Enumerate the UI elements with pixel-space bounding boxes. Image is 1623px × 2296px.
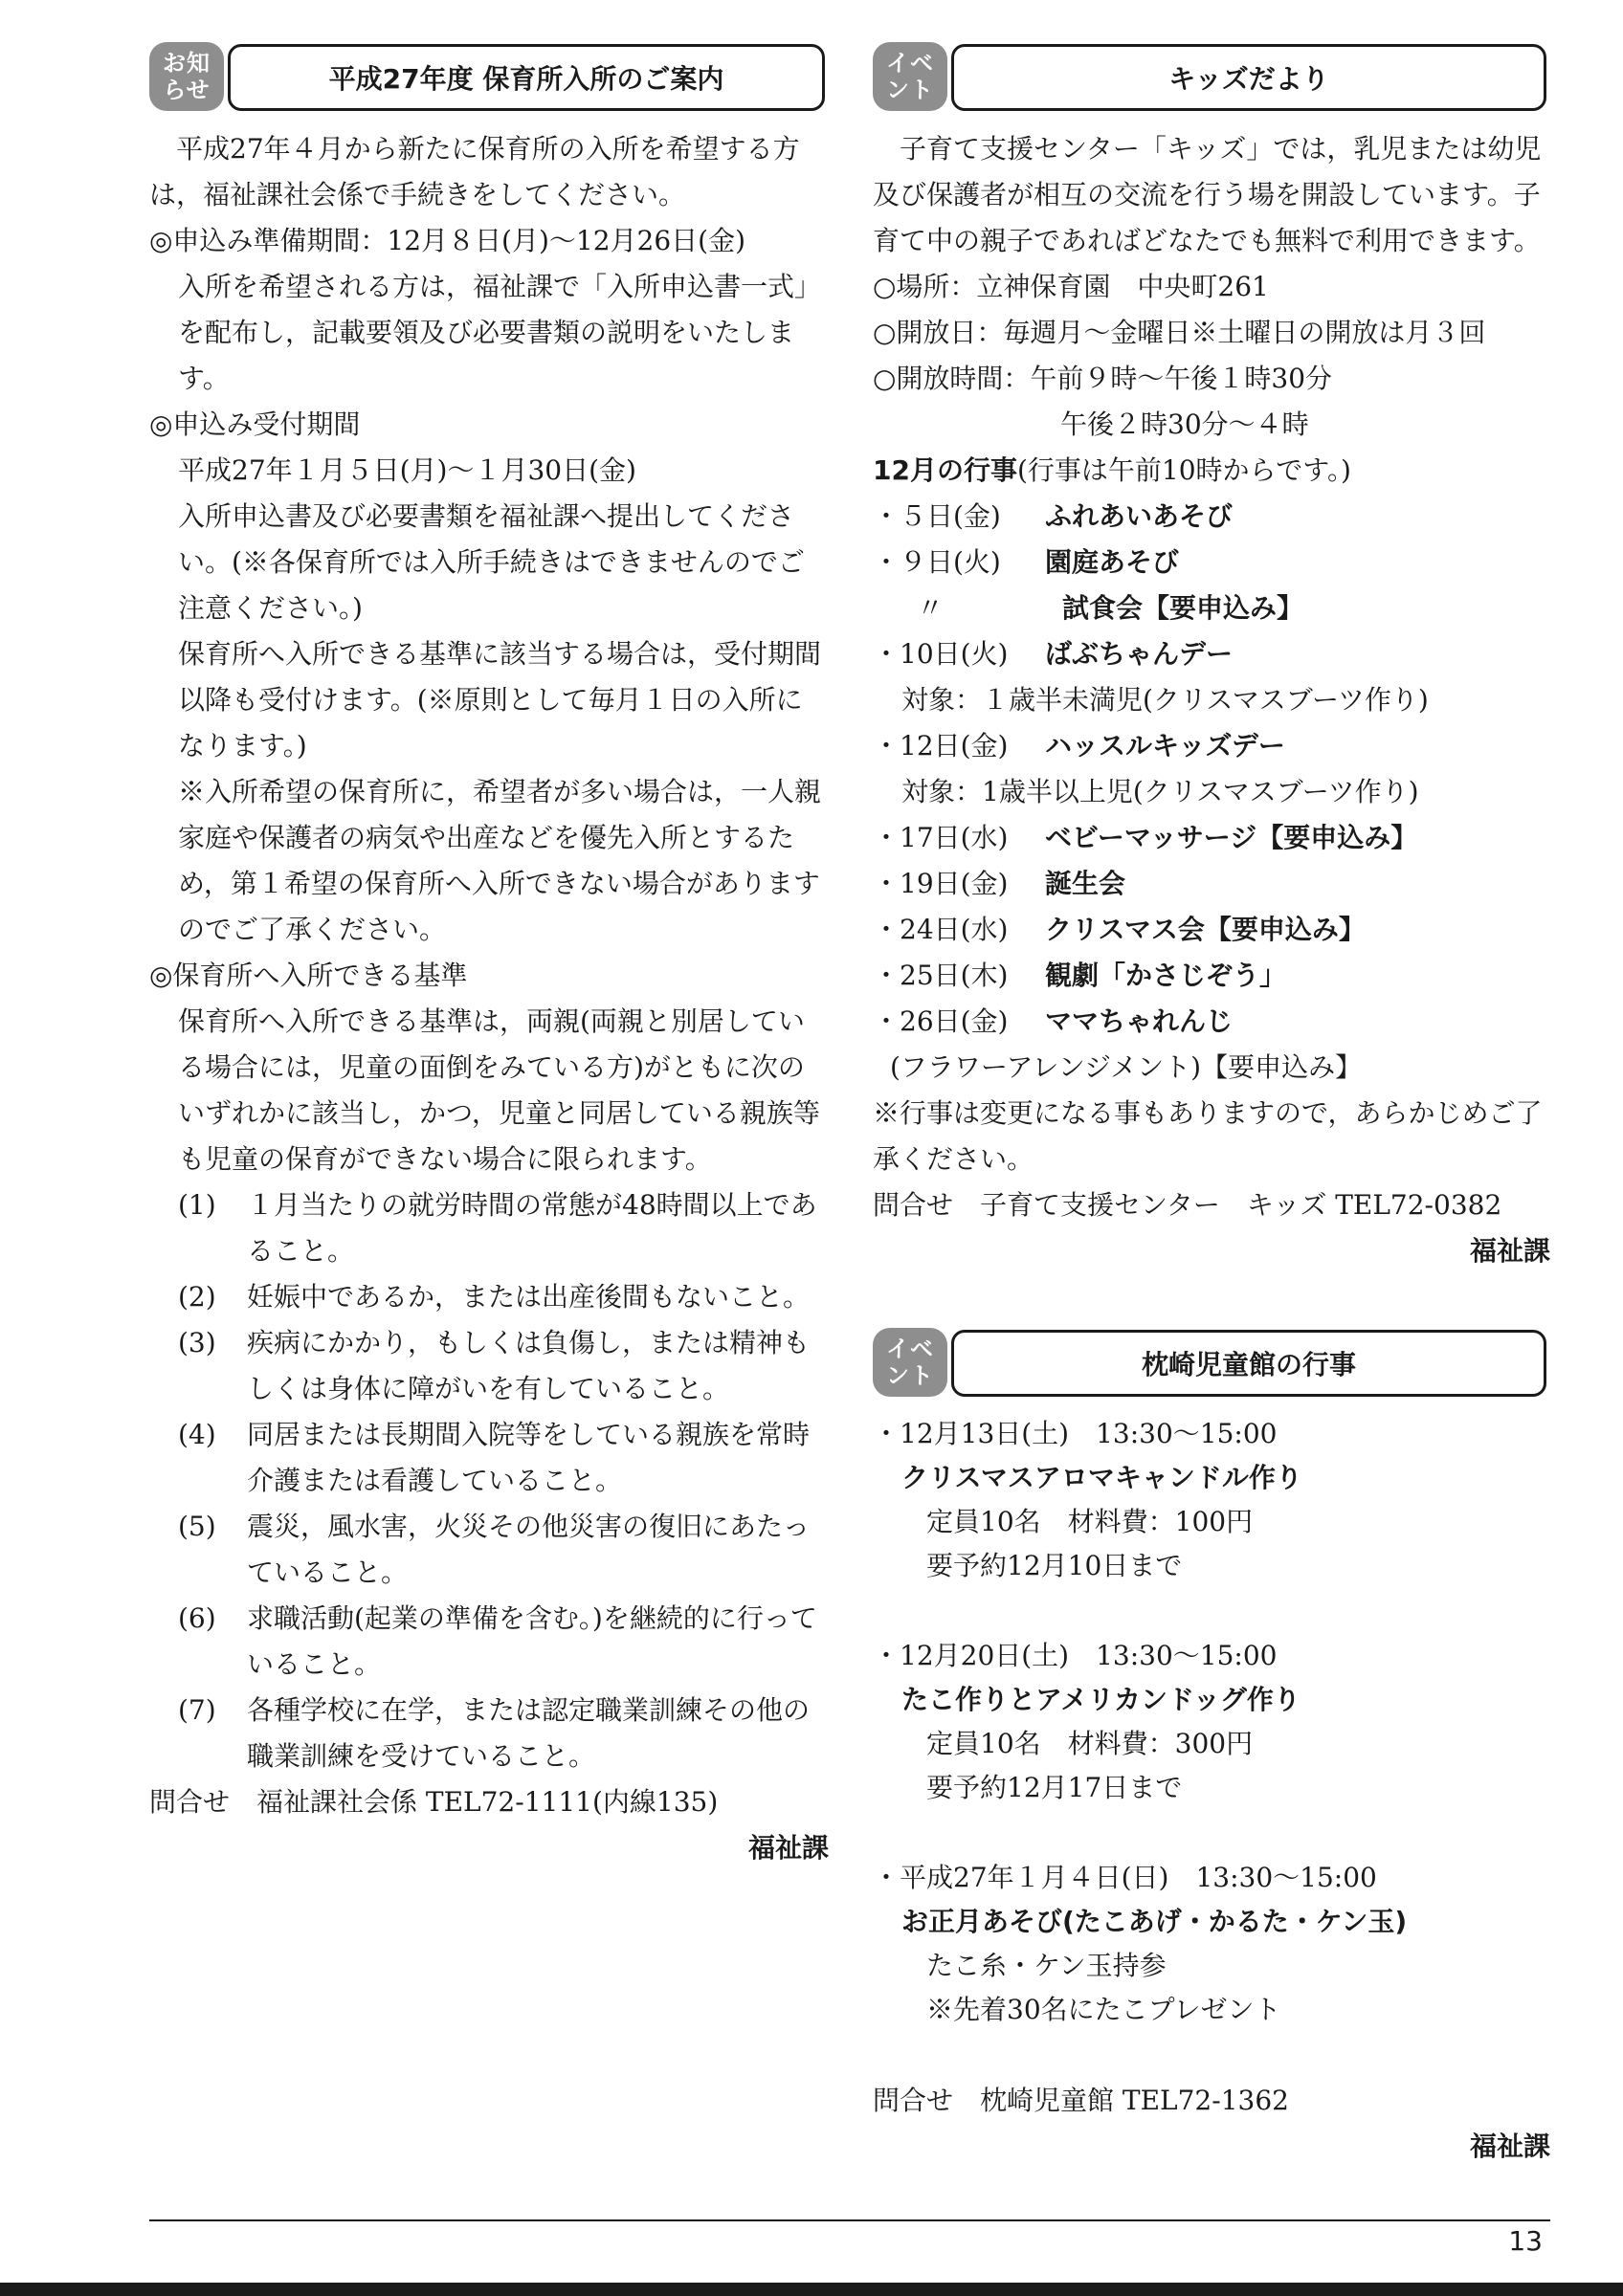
notice-dept: 福祉課 (747, 1832, 829, 1864)
kids-event: ・12日(金) ハッスルキッズデー (873, 730, 1285, 762)
criteria-item: (5) 震災，風水害，火災その他災害の復旧にあたっていること。 (178, 1511, 811, 1588)
kids-title: キッズだより (951, 44, 1546, 111)
kids-event: ・19日(金) 誕生会 (873, 868, 1126, 899)
criteria-body: 保育所へ入所できる基準は，両親(両親と別居している場合には，児童の面倒をみている方)がともに次のいずれかに該当し，かつ，児童と同居している親族等も児童の保育ができない場合に限られます。 (178, 1005, 820, 1175)
kids-intro: 子育て支援センター「キッズ」では，乳児または幼児及び保護者が相互の交流を行う場を開設しています。子育て中の親子であればどなたでも無料で利用できます。 (873, 133, 1542, 256)
kids-dept: 福祉課 (1469, 1235, 1550, 1267)
kids-event-sub: 対象：１歳半未満児(クリスマスブーツ作り) (901, 684, 1429, 716)
kids-event-sub: 対象：1歳半以上児(クリスマスブーツ作り) (901, 776, 1419, 807)
kids-place: ○場所：立神保育園 中央町261 (873, 271, 1269, 302)
kids-open-days: ○開放日：毎週月～金曜日※土曜日の開放は月３回 (873, 317, 1486, 348)
jidokan-event (873, 1412, 1550, 1588)
notice-tag: お知 らせ (149, 42, 224, 111)
notice-contact: 問合せ 福祉課社会係 TEL72-1111(内線135) (149, 1786, 719, 1818)
jidokan-contact: 問合せ 枕崎児童館 TEL72-1362 (873, 2085, 1289, 2116)
accept-body-1: 入所申込書及び必要書類を福祉課へ提出してください。(※各保育所では入所手続きはできませんのでご注意ください。) (178, 500, 805, 624)
jidokan-event-detail: たこ糸・ケン玉持参 (926, 1950, 1167, 1981)
jidokan-event-name: たこ作りとアメリカンドッグ作り (901, 1684, 1301, 1715)
accept-dates: 平成27年１月５日(月)～１月30日(金) (178, 454, 636, 486)
page-number: 13 (1508, 2225, 1543, 2257)
criteria-item: (6) 求職活動(起業の準備を含む。)を継続的に行っていること。 (178, 1602, 817, 1680)
jidokan-event-date: ・12月20日(土) 13:30～15:00 (873, 1640, 1278, 1671)
kids-event: ・25日(木) 観劇「かさじぞう」 (873, 960, 1287, 991)
notice-intro: 平成27年４月から新たに保育所の入所を希望する方は，福祉課社会係で手続きをしてください。 (149, 133, 800, 210)
accept-heading: ◎申込み受付期間 (149, 408, 361, 440)
notice-header (149, 38, 829, 111)
footer-rule (149, 2219, 1550, 2221)
kids-event: ・９日(火) 園庭あそび (873, 546, 1180, 578)
jidokan-event-detail: 要予約12月17日まで (926, 1772, 1183, 1803)
jidokan-event-detail: 定員10名 材料費：300円 (926, 1728, 1254, 1759)
criteria-item: (7) 各種学校に在学，または認定職業訓練その他の職業訓練を受けていること。 (178, 1694, 811, 1772)
jidokan-event (873, 1856, 1550, 2032)
jidokan-event-detail: 要予約12月10日まで (926, 1550, 1183, 1581)
criteria-heading: ◎保育所へ入所できる基準 (149, 960, 468, 991)
kids-hours-1: ○開放時間：午前９時～午後１時30分 (873, 363, 1333, 394)
prep-body: 入所を希望される方は，福祉課で「入所申込書一式」を配布し，記載要領及び必要書類の説明をいたします。 (178, 271, 822, 394)
accept-body-2: 保育所へ入所できる基準に該当する場合は，受付期間以降も受付けます。(※原則として毎月１日の入所になります。) (178, 638, 822, 762)
bottom-bar (0, 2283, 1623, 2296)
criteria-item: (3) 疾病にかかり，もしくは負傷し，または精神もしくは身体に障がいを有していること。 (178, 1327, 811, 1404)
criteria-item: (1) １月当たりの就労時間の常態が48時間以上であること。 (178, 1189, 817, 1267)
kids-hours-2: 午後２時30分～４時 (1060, 408, 1309, 440)
kids-events-heading: 12月の行事(行事は午前10時からです。) (873, 454, 1351, 486)
jidokan-event-date: ・平成27年１月４日(日) 13:30～15:00 (873, 1862, 1377, 1893)
criteria-item: (2) 妊娠中であるか，または出産後間もないこと。 (178, 1281, 811, 1313)
jidokan-tag: イベ ント (873, 1328, 947, 1397)
jidokan-title: 枕崎児童館の行事 (951, 1330, 1546, 1397)
kids-event-sub: (フラワーアレンジメント)【要申込み】 (890, 1051, 1363, 1083)
jidokan-header (873, 1324, 1550, 1397)
kids-event: 〃 試食会【要申込み】 (890, 592, 1304, 624)
kids-event: ・24日(水) クリスマス会【要申込み】 (873, 914, 1366, 945)
accept-note: ※入所希望の保育所に，希望者が多い場合は，一人親家庭や保護者の病気や出産などを優先入所とするため，第１希望の保育所へ入所できない場合がありますのでご了承ください。 (178, 776, 822, 945)
jidokan-event-detail: 定員10名 材料費：100円 (926, 1506, 1254, 1537)
jidokan-event-name: お正月あそび(たこあげ・かるた・ケン玉) (901, 1906, 1408, 1937)
notice-title: 平成27年度 保育所入所のご案内 (228, 44, 825, 111)
prep-heading: ◎申込み準備期間：12月８日(月)～12月26日(金) (149, 225, 746, 256)
jidokan-event-detail: ※先着30名にたこプレゼント (926, 1994, 1281, 2025)
criteria-item: (4) 同居または長期間入院等をしている親族を常時介護または看護していること。 (178, 1419, 811, 1496)
jidokan-event-name: クリスマスアロマキャンドル作り (901, 1462, 1302, 1493)
kids-event: ・10日(火) ばぶちゃんデー (873, 638, 1234, 670)
kids-event: ・５日(金) ふれあいあそび (873, 500, 1234, 532)
kids-contact: 問合せ 子育て支援センター キッズ TEL72-0382 (873, 1189, 1502, 1221)
jidokan-dept: 福祉課 (1469, 2130, 1550, 2162)
jidokan-event (873, 1634, 1550, 1810)
kids-header (873, 38, 1550, 111)
kids-tag: イベ ント (873, 42, 947, 111)
kids-event: ・17日(水) ベビーマッサージ【要申込み】 (873, 822, 1418, 853)
jidokan-event-date: ・12月13日(土) 13:30～15:00 (873, 1418, 1278, 1449)
events-column (873, 38, 1550, 2170)
kids-note: ※行事は変更になる事もありますので，あらかじめご了承ください。 (873, 1097, 1543, 1175)
notice-column (149, 38, 829, 1871)
kids-event: ・26日(金) ママちゃれんじ (873, 1005, 1234, 1037)
